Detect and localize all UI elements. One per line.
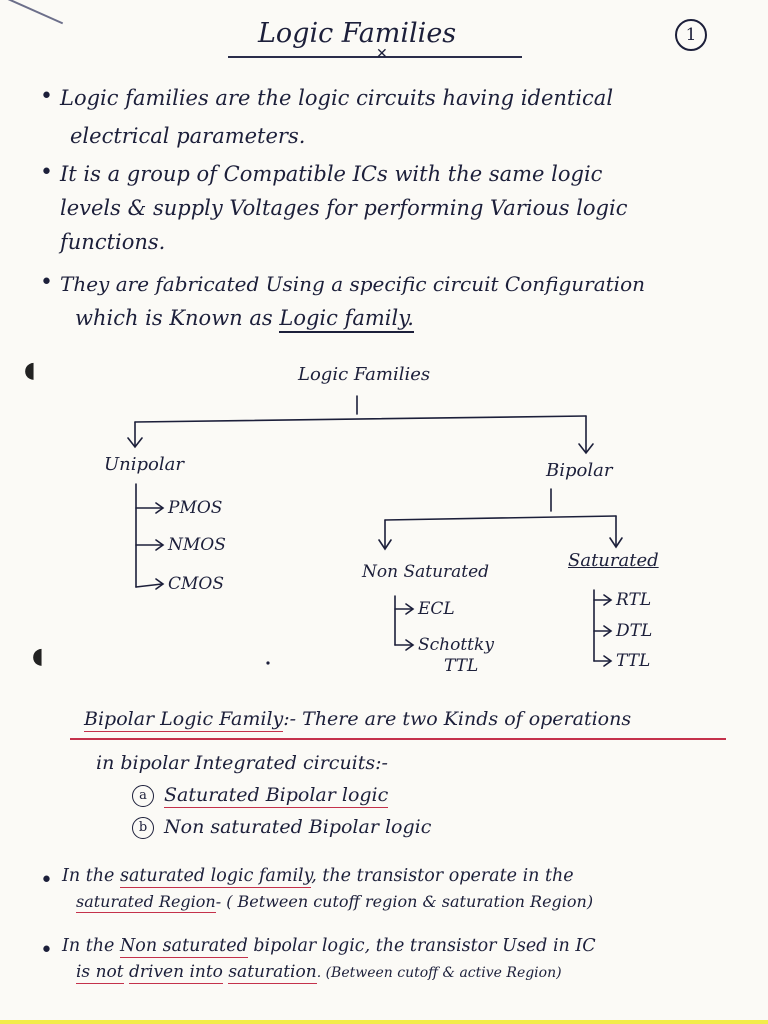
- nonsat-para-line-2: [76, 962, 562, 982]
- binder-hole-mark: ◖: [32, 644, 44, 669]
- bullet-dot: •: [40, 270, 53, 295]
- tree-non-saturated: Non Saturated: [362, 562, 490, 582]
- tree-nmos: NMOS: [168, 535, 226, 555]
- option-a-text: Saturated Bipolar logic: [164, 784, 389, 806]
- driven-into-term: driven into: [129, 962, 223, 982]
- bipolar-heading-rest: :- There are two Kinds of operations: [283, 708, 632, 730]
- intro-line-1: Logic families are the logic circuits having identical: [60, 86, 614, 110]
- intro-line-6: They are fabricated Using a specific circuit Configuration: [60, 272, 645, 296]
- tree-ecl: ECL: [418, 599, 455, 619]
- title-cross-mark: ✕: [376, 46, 388, 62]
- saturated-para-a: In the: [62, 866, 115, 886]
- bullet-dot: •: [40, 84, 53, 109]
- saturated-para-c: , the transistor operate in the: [311, 866, 574, 886]
- intro-line-3: It is a group of Compatible ICs with the same logic: [60, 162, 603, 186]
- saturated-region-term: saturated Region: [76, 892, 216, 911]
- bipolar-heading: Bipolar Logic Family: [84, 708, 284, 730]
- saturation-term: saturation: [228, 962, 317, 982]
- heading-red-rule: [70, 738, 726, 740]
- bullet-dot: •: [40, 160, 53, 185]
- tree-dtl: DTL: [616, 621, 653, 641]
- logic-family-term: Logic family.: [279, 306, 414, 333]
- tree-cmos: CMOS: [168, 574, 224, 594]
- tree-schottky-ttl: TTL: [444, 656, 479, 676]
- nonsat-para-line-1: [62, 936, 596, 956]
- page-title: Logic Families: [258, 18, 457, 49]
- option-a: [132, 784, 388, 807]
- intro-line-4: levels & supply Voltages for performing Various logic: [60, 196, 628, 220]
- tree-schottky: Schottky: [418, 635, 494, 655]
- tree-rtl: RTL: [616, 590, 652, 610]
- saturated-para-line-2: [76, 892, 593, 911]
- saturated-logic-family-term: saturated logic family: [119, 866, 312, 886]
- bipolar-heading-line: [84, 708, 631, 730]
- nonsat-para-a: In the: [62, 936, 115, 956]
- binder-hole-mark: ◖: [24, 358, 36, 383]
- bipolar-line-2: in bipolar Integrated circuits:-: [96, 752, 388, 774]
- saturated-para-line-1: [62, 866, 574, 886]
- non-saturated-term: Non saturated: [119, 936, 248, 956]
- tree-ttl: TTL: [616, 651, 651, 671]
- tree-bipolar: Bipolar: [546, 460, 613, 481]
- tree-saturated: Saturated: [568, 550, 659, 571]
- option-a-mark: a: [132, 785, 154, 807]
- nonsat-para-c: bipolar logic, the transistor Used in IC: [253, 936, 596, 956]
- option-b: [132, 816, 431, 839]
- nonsat-para-g: . (Between cutoff & active Region): [316, 965, 562, 981]
- option-b-mark: b: [132, 817, 154, 839]
- saturated-para-e: - ( Between cutoff region & saturation Region): [215, 892, 594, 911]
- tree-pmos: PMOS: [168, 498, 223, 518]
- bottom-edge-strip: [0, 1020, 768, 1024]
- intro-line-2: electrical parameters.: [70, 124, 306, 148]
- tree-root: Logic Families: [298, 364, 431, 385]
- intro-line-7-text: which is Known as: [75, 306, 273, 330]
- is-not-term: is not: [76, 962, 124, 982]
- tree-unipolar: Unipolar: [104, 454, 184, 475]
- intro-line-5: functions.: [60, 230, 166, 254]
- page-number: 1: [675, 19, 707, 51]
- option-b-text: Non saturated Bipolar logic: [164, 816, 432, 838]
- bullet-dot: •: [40, 938, 53, 963]
- bullet-dot: •: [40, 868, 53, 893]
